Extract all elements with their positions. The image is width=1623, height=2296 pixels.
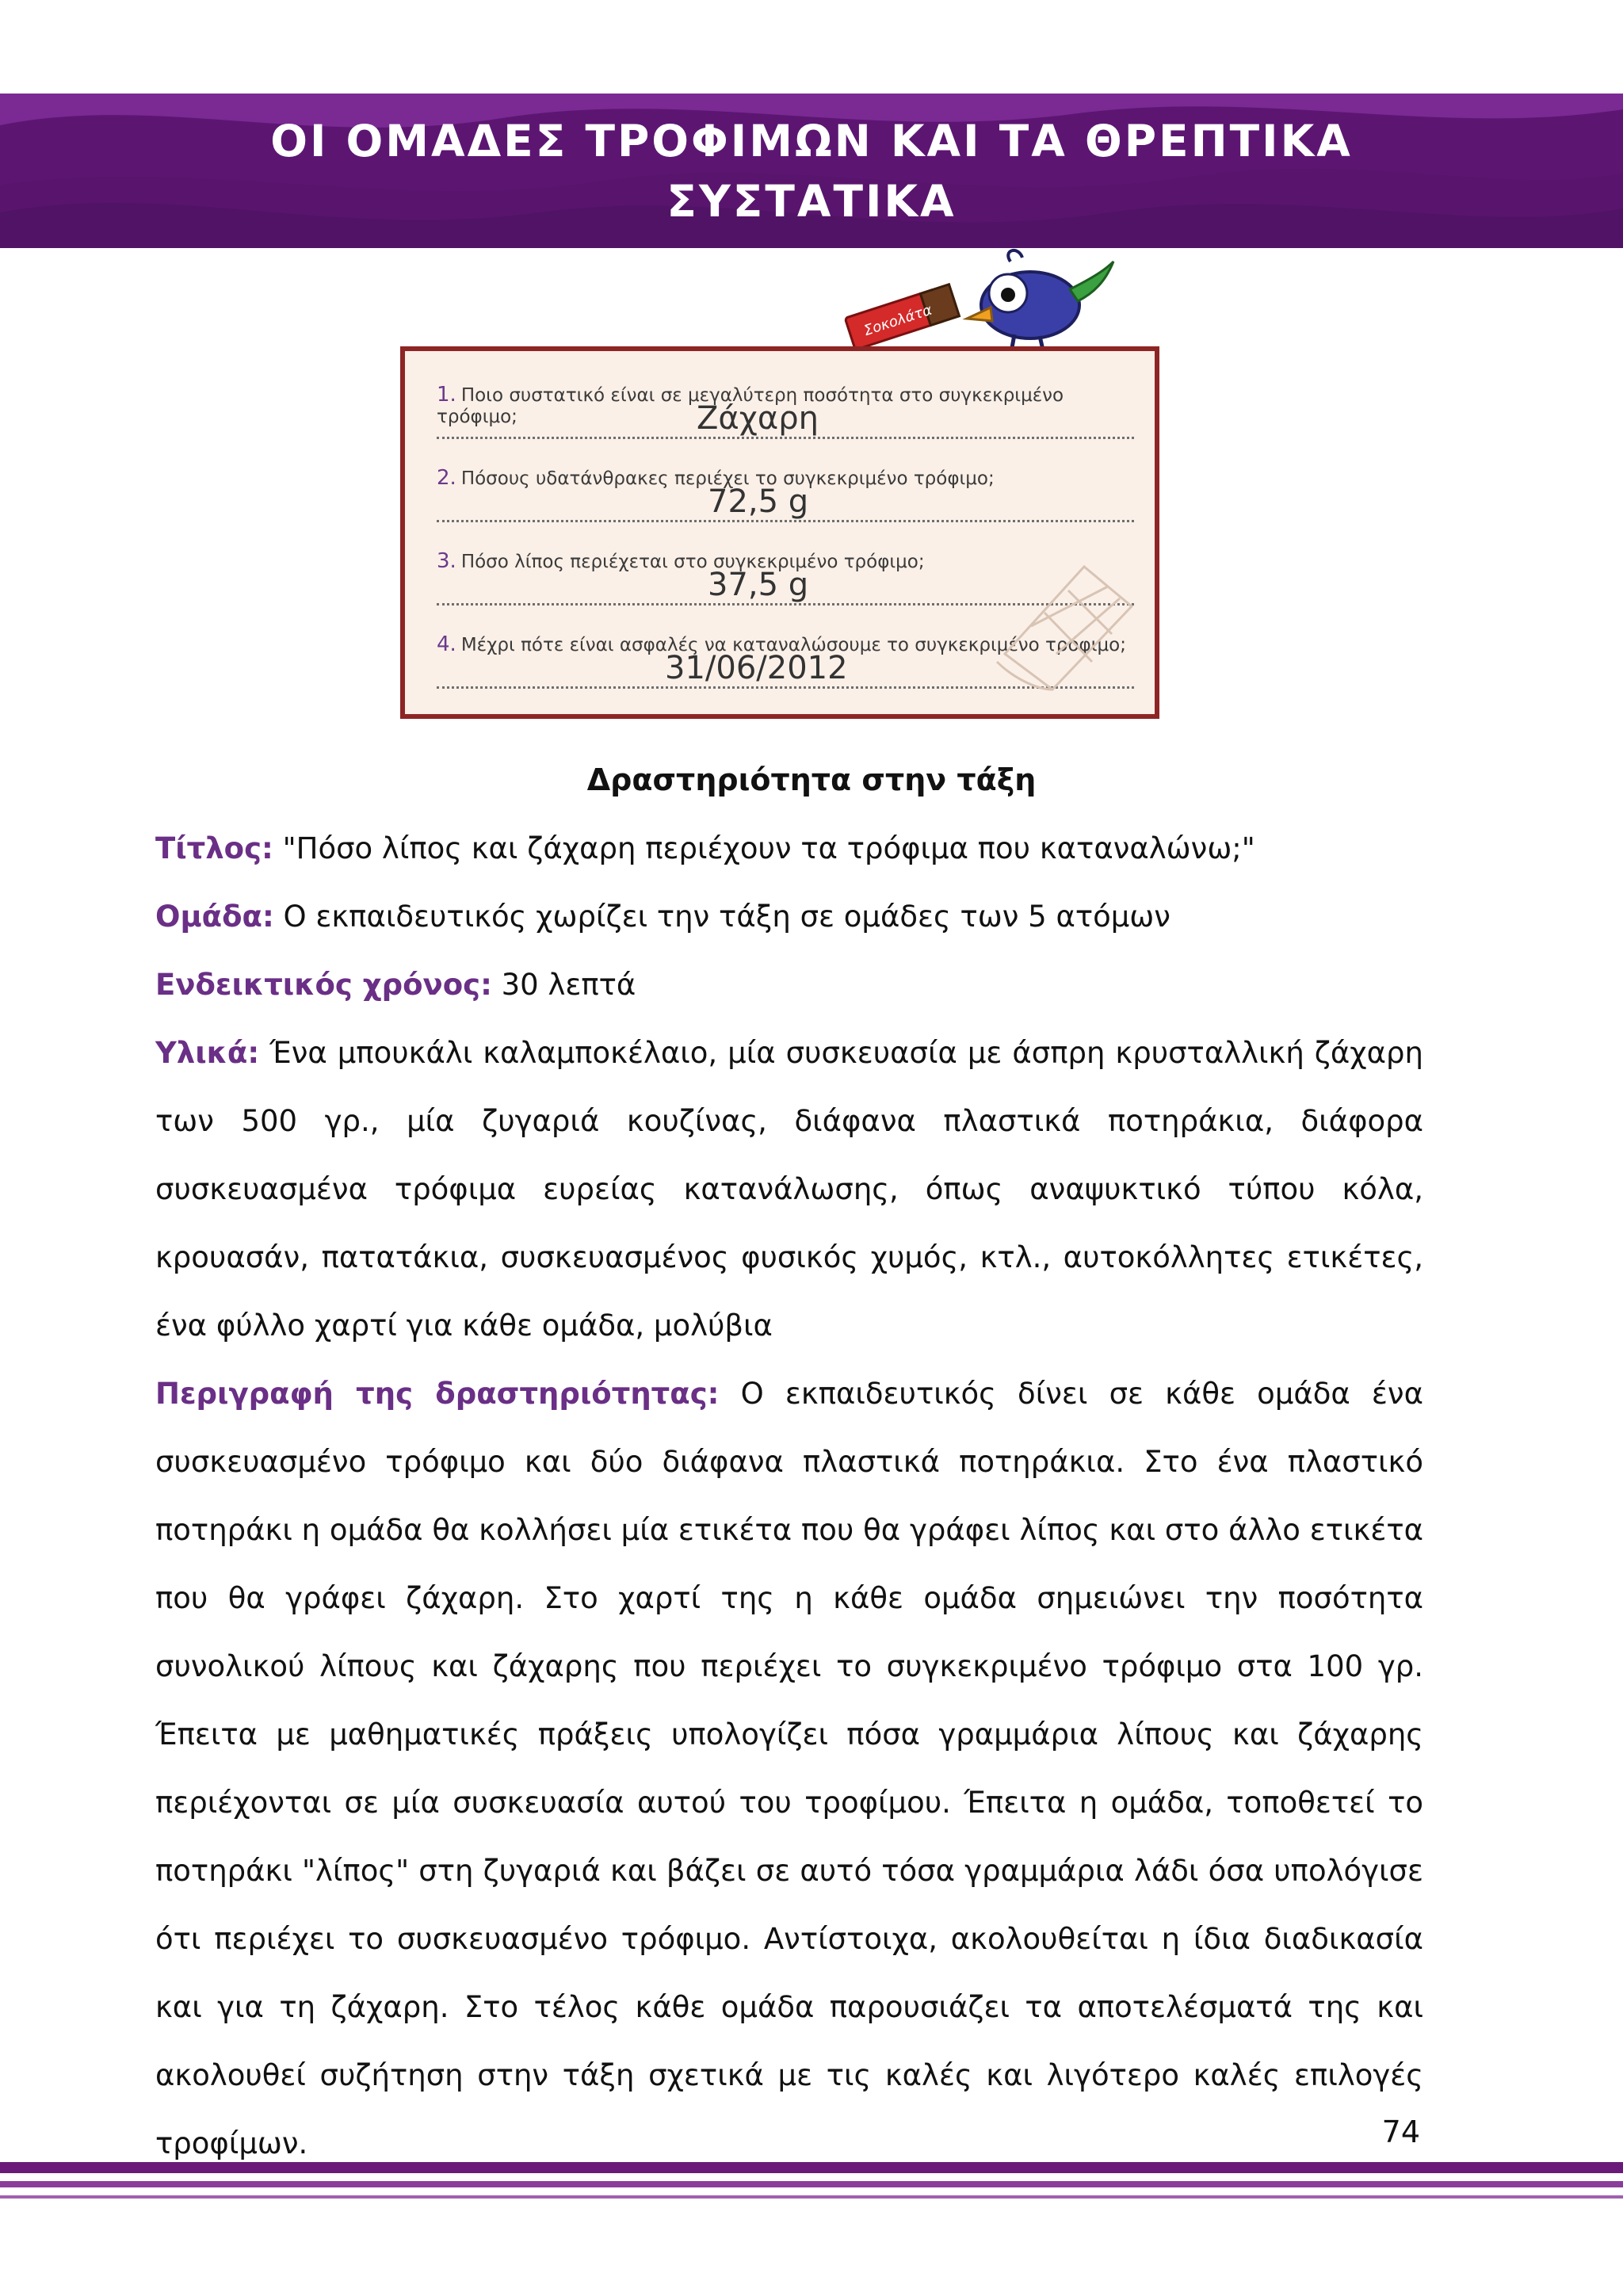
question-1: 1. Ποιο συστατικό είναι σε μεγαλύτερη ποσότητα στο συγκεκριμένο τρόφιμο; [437,383,1064,427]
answer-line-1 [437,437,1134,439]
materials-paragraph [155,1019,1423,1360]
page-title-line-1: ΟΙ ΟΜΑΔΕΣ ΤΡΟΦΙΜΩΝ ΚΑΙ ΤΑ ΘΡΕΠΤΙΚΑ [270,115,1353,166]
question-3: 3. Πόσο λίπος περιέχεται στο συγκεκριμένο τρόφιμο; [437,549,925,573]
footer-bar-tertiary [0,2195,1623,2199]
footer-bar-secondary [0,2181,1623,2187]
group-value: Ο εκπαιδευτικός χωρίζει την τάξη σε ομάδες των 5 ατόμων [273,900,1170,934]
answer-3: 37,5 g [708,567,809,603]
page-number: 74 [1381,2115,1420,2149]
time-value: 30 λεπτά [491,968,636,1002]
title-value: "Πόσο λίπος και ζάχαρη περιέχουν τα τρόφιμα που καταναλώνω;" [273,831,1255,865]
answer-4: 31/06/2012 [665,650,848,686]
page-title [0,94,1623,248]
title-paragraph [155,815,1423,883]
materials-value: Ένα μπουκάλι καλαμποκέλαιο, μία συσκευασία με άσπρη κρυσταλλική ζάχαρη των 500 γρ., μία ζυγαριά κουζίνας, διάφανα πλαστικά ποτηράκια, διάφορα συσκευασμένα τρόφιμα ευρείας κατανάλωσης, όπως αναψυκτικό τύπου κόλα, κρουασάν, πατατάκια, συσκευασμένος φυσικός χυμός, κτλ., αυτοκόλλητες ετικέτες, ένα φύλλο χαρτί για κάθε ομάδα, μολύβια [155,1036,1423,1343]
chocolate-sketch-icon [989,551,1148,693]
description-paragraph [155,1360,1423,2178]
time-label: Ενδεικτικός χρόνος: [155,968,492,1002]
title-label: Τίτλος: [155,831,273,865]
answer-1: Ζάχαρη [697,400,819,437]
header-banner [0,94,1623,248]
question-2: 2. Πόσους υδατάνθρακες περιέχει το συγκεκριμένο τρόφιμο; [437,466,995,490]
description-label: Περιγραφή της δραστηριότητας: [155,1377,720,1411]
description-value: Ο εκπαιδευτικός δίνει σε κάθε ομάδα ένα συσκευασμένο τρόφιμο και δύο διάφανα πλαστικά ποτηράκια. Στο ένα πλαστικό ποτηράκι η ομάδα θα κολλήσει μία ετικέτα που θα γράφει λίπος και στο άλλο ετικέτα που θα γράφει ζάχαρη. Στο χαρτί της η κάθε ομάδα σημειώνει την ποσότητα συνολικού λίπους και ζάχαρης που περιέχει το συγκεκριμένο τρόφιμο στα 100 γρ. Έπειτα με μαθηματικές πράξεις υπολογίζει πόσα γραμμάρια λίπους και ζάχαρης περιέχονται σε μία συσκευασία αυτού του τροφίμου. Έπειτα η ομάδα, τοποθετεί το ποτηράκι "λίπος" στη ζυγαριά και βάζει σε αυτό τόσα γραμμάρια λάδι όσα υπολόγισε ότι περιέχει το συσκευασμένο τρόφιμο. Αντίστοιχα, ακολουθείται η ίδια διαδικασία και για τη ζάχαρη. Στο τέλος κάθε ομάδα παρουσιάζει τα αποτελέσματά της και ακολουθεί συζήτηση στην τάξη σχετικά με τις καλές και λιγότερο καλές επιλογές τροφίμων. [155,1377,1423,2160]
section-heading: Δραστηριότητα στην τάξη [586,762,1037,797]
group-paragraph [155,883,1423,951]
group-label: Ομάδα: [155,900,274,934]
footer-bar [0,2162,1623,2173]
wrapper-label: Σοκολάτα [861,301,934,340]
materials-label: Υλικά: [155,1036,260,1070]
answer-2: 72,5 g [708,483,809,520]
answer-line-2 [437,520,1134,522]
time-paragraph [155,951,1423,1019]
page-title-line-2: ΣΥΣΤΑΤΙΚΑ [666,175,957,227]
question-4: 4. Μέχρι πότε είναι ασφαλές να καταναλώσουμε το συγκεκριμένο τρόφιμο; [437,632,1126,656]
